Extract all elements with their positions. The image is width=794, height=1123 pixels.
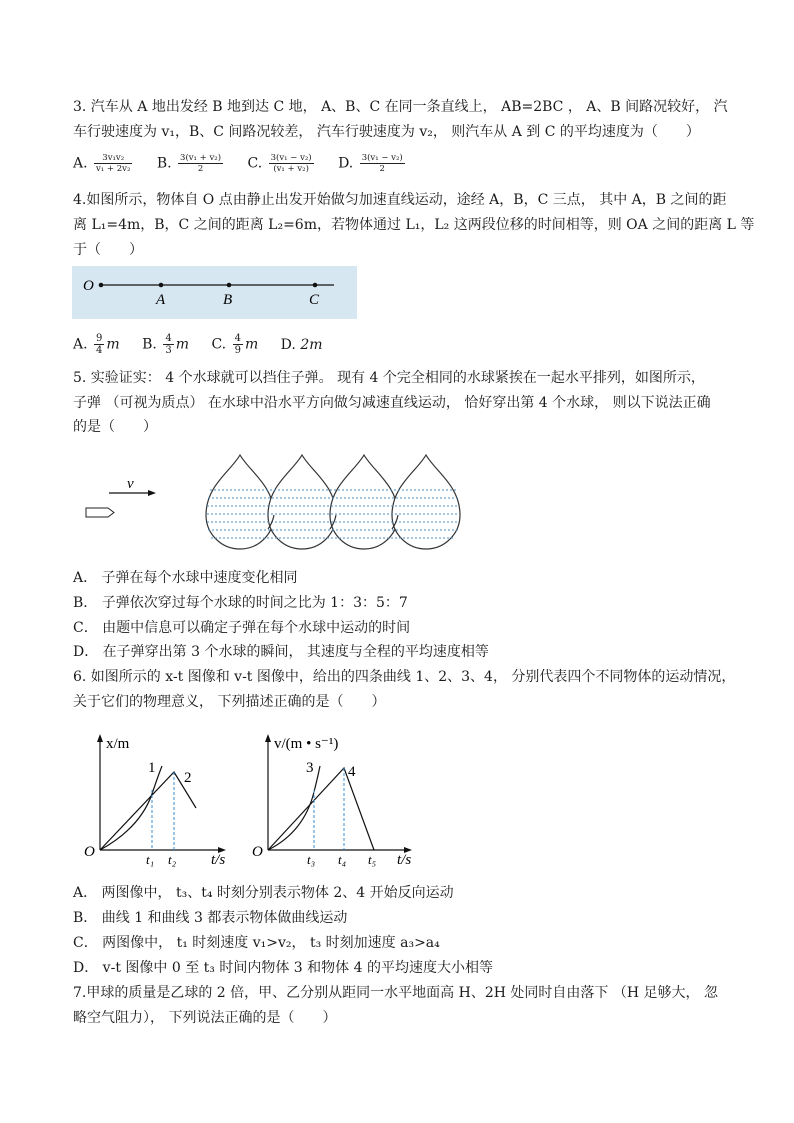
water-ball-2 (268, 455, 336, 549)
q5-figure (80, 452, 470, 567)
point-o (99, 283, 104, 288)
q3-option-b[interactable]: B. $\frac{\text{3(v₁ + v₂)}}{2}$ (156, 153, 222, 174)
q4-option-c[interactable]: C. $\frac{4}{9}$ m (211, 333, 259, 356)
tick-t1: t₁ (146, 852, 155, 867)
curve-2-label: 2 (184, 770, 192, 786)
vt-y-label: v/(m • s⁻¹) (274, 736, 339, 752)
curve-4 (268, 768, 374, 850)
q4-option-d[interactable]: D. 2m (280, 336, 323, 353)
tick-t5: t₅ (368, 852, 377, 867)
label-a: A (156, 292, 166, 308)
velocity-label: v (127, 476, 134, 492)
q3-option-d[interactable]: D. $\frac{\text{3(v₁ − v₂)}}{2}$ (338, 153, 403, 174)
q6-option-d[interactable]: D． v-t 图像中 0 至 t₃ 时间内物体 3 和物体 4 的平均速度大小相等 (73, 960, 493, 976)
q7-stem-line-2: 略空气阻力）， 下列说法正确的是（ ） (73, 1010, 337, 1026)
vt-x-label: t/s (397, 852, 412, 868)
vt-graph (248, 732, 428, 870)
label-b: B (223, 292, 233, 308)
q6-option-c[interactable]: C． 两图像中， t₁ 时刻速度 v₁>v₂， t₃ 时刻加速度 a₃>a₄ (73, 935, 440, 951)
q4-options (73, 333, 341, 356)
tick-t3: t₃ (307, 852, 316, 867)
q5-stem-line-2: 子弹 （可视为质点） 在水球中沿水平方向做匀减速直线运动， 恰好穿出第 4 个水球， 则以下说法正确 (73, 395, 711, 411)
q3-option-c[interactable]: C. $\frac{\text{3(v₁ − v₂)}}{\text{(v₁ + v₂)}}$ (247, 153, 312, 174)
xt-origin: O (84, 844, 95, 860)
q4-stem-line-1: 4.如图所示，物体自 O 点由静止出发开始做匀加速直线运动，途经 A，B，C 三点， 其中 A，B 之间的距 (73, 192, 727, 208)
vt-origin: O (252, 844, 263, 860)
q5-option-b[interactable]: B． 子弹依次穿过每个水球的时间之比为 1：3：5：7 (73, 595, 408, 611)
q5-option-c[interactable]: C． 由题中信息可以确定子弹在每个水球中运动的时间 (73, 620, 411, 636)
point-b (227, 283, 232, 288)
xt-graph (80, 732, 240, 870)
curve-1 (100, 766, 162, 850)
tick-t4: t₄ (338, 852, 347, 867)
xt-x-label: t/s (211, 852, 226, 868)
point-a (159, 283, 164, 288)
q4-stem-line-2: 离 L₁=4m，B，C 之间的距离 L₂=6m，若物体通过 L₁，L₂ 这两段位移的时间相等，则 OA 之间的距离 L 等 (73, 217, 755, 233)
water-balls (206, 455, 460, 549)
q5-stem-line-3: 的是（ ） (73, 419, 157, 435)
label-o: O (83, 278, 94, 294)
q5-option-a[interactable]: A． 子弹在每个水球中速度变化相同 (73, 570, 298, 586)
curve-3 (268, 766, 320, 850)
q3-stem-line-1: 3. 汽车从 A 地出发经 B 地到达 C 地， A、B、C 在同一条直线上， AB=2BC ， A、B 间路况较好， 汽 (73, 99, 728, 115)
q6-option-a[interactable]: A． 两图像中， t₃、t₄ 时刻分别表示物体 2、4 开始反向运动 (73, 885, 454, 901)
q7-stem-line-1: 7.甲球的质量是乙球的 2 倍，甲、乙分别从距同一水平地面高 H、2H 处同时自由落下 （H 足够大， 忽 (73, 985, 718, 1001)
curve-4-label: 4 (348, 764, 356, 780)
q4-figure (72, 266, 357, 319)
q5-option-d[interactable]: D． 在子弹穿出第 3 个水球的瞬间， 其速度与全程的平均速度相等 (73, 644, 489, 660)
bullet (86, 508, 114, 517)
curve-3-label: 3 (306, 760, 314, 776)
velocity-arrowhead (148, 490, 156, 496)
q6-stem-line-1: 6. 如图所示的 x-t 图像和 v-t 图像中，给出的四条曲线 1、2、3、4， 分别代表四个不同物体的运动情况， (73, 669, 736, 685)
q5-stem-line-1: 5. 实验证实： 4 个水球就可以挡住子弹。 现有 4 个完全相同的水球紧挨在一起水平排列，如图所示， (73, 370, 705, 386)
xt-y-label: x/m (106, 736, 130, 752)
q4-option-b[interactable]: B. $\frac{4}{3}$ m (142, 333, 189, 356)
curve-1-label: 1 (148, 760, 156, 776)
q3-options (73, 153, 425, 174)
q3-option-a[interactable]: A. $\frac{\text{3v₁v₂}}{\text{v₁ + 2v₂}}$ (73, 153, 131, 174)
q3-stem-line-2: 车行驶速度为 v₁，B、C 间路况较差， 汽车行驶速度为 v₂， 则汽车从 A 到 C 的平均速度为（ ） (73, 124, 700, 140)
q4-stem-line-3: 于（ ） (73, 242, 143, 258)
water-ball-1 (206, 455, 274, 549)
curve-2 (100, 772, 196, 850)
tick-t2: t₂ (168, 852, 177, 867)
point-c (313, 283, 318, 288)
label-c: C (309, 292, 320, 308)
q6-option-b[interactable]: B． 曲线 1 和曲线 3 都表示物体做曲线运动 (73, 910, 348, 926)
water-ball-3 (330, 455, 398, 549)
water-ball-4 (392, 455, 460, 549)
q4-option-a[interactable]: A. $\frac{9}{4}$ m (73, 333, 120, 356)
q6-stem-line-2: 关于它们的物理意义， 下列描述正确的是（ ） (73, 694, 386, 710)
